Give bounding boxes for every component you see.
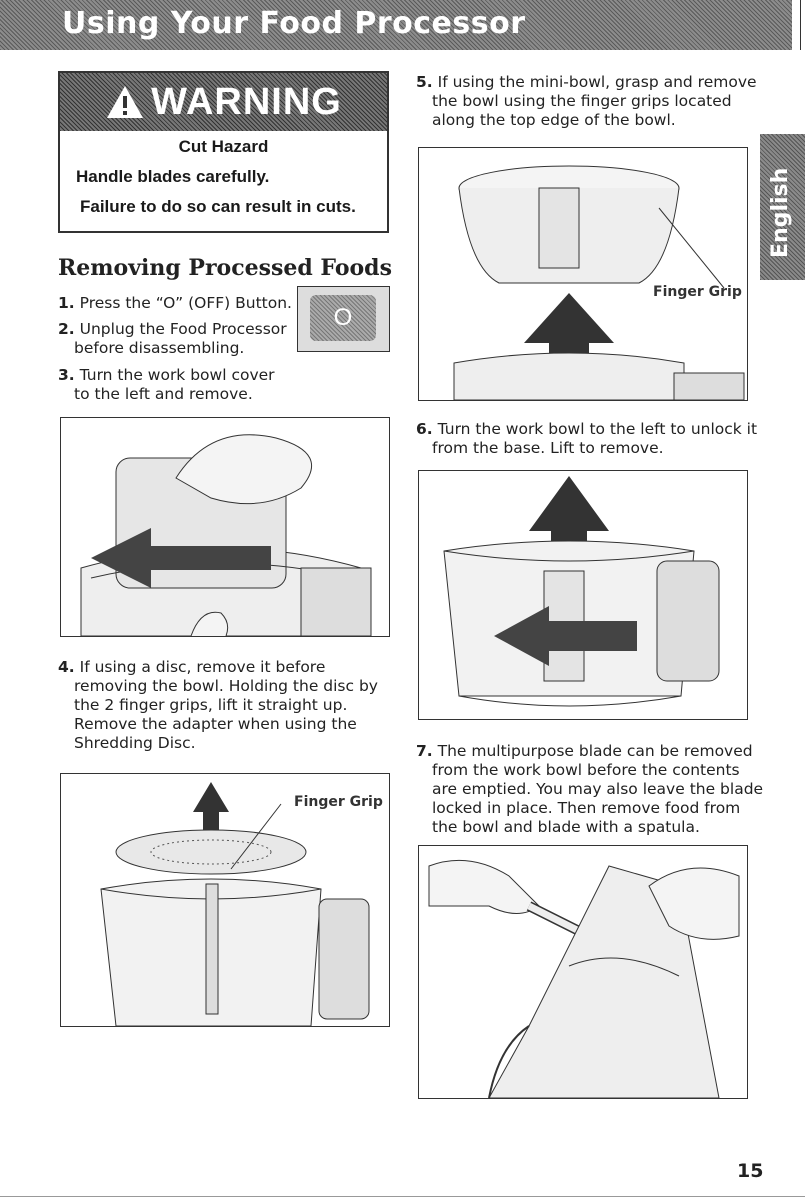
remove-disc-illustration [61,774,389,1026]
step-4 [58,658,378,753]
warning-line-1: Handle blades carefully. [76,167,270,186]
warning-line-2: Failure to do so can result in cuts. [80,197,356,216]
step-6-line-1: Turn the work bowl to the left to unlock it [437,420,758,438]
step-3-line-1: Turn the work bowl cover [79,366,275,384]
step-7-line-5: the bowl and blade with a spatula. [432,818,700,836]
figure-remove-cover [60,417,390,637]
step-4-line-5: Shredding Disc. [74,734,196,752]
step-2-line-1: Unplug the Food Processor [79,320,287,338]
header-divider [800,0,801,50]
warning-box [58,71,389,233]
step-4-number: 4. [58,658,75,676]
footer-divider [0,1196,805,1197]
step-3-number: 3. [58,366,75,384]
spatula-illustration [419,846,747,1098]
remove-cover-illustration [61,418,389,636]
mini-bowl-illustration [419,148,747,400]
step-5 [416,73,757,130]
finger-grip-label-mini-bowl: Finger Grip [653,284,742,300]
step-7 [416,742,763,837]
step-3 [58,366,275,404]
work-bowl-illustration [419,471,747,719]
step-4-line-3: the 2 finger grips, lift it straight up. [74,696,348,714]
figure-remove-disc [60,773,390,1027]
figure-spatula [418,845,748,1099]
step-2-line-2: before disassembling. [74,339,245,357]
page-number: 15 [737,1160,764,1182]
off-button-pad [310,295,376,341]
step-4-line-1: If using a disc, remove it before [79,658,326,676]
step-5-line-2: the bowl using the finger grips located [432,92,732,110]
step-7-number: 7. [416,742,433,760]
step-6-number: 6. [416,420,433,438]
step-5-number: 5. [416,73,433,91]
step-4-line-4: Remove the adapter when using the [74,715,357,733]
page-title: Using Your Food Processor [62,6,526,41]
step-1 [58,294,292,313]
figure-mini-bowl [418,147,748,401]
off-button-illustration [297,286,390,352]
section-heading: Removing Processed Foods [58,255,392,281]
warning-triangle-icon [105,84,145,120]
warning-hazard: Cut Hazard [178,137,269,156]
warning-heading: WARNING [151,80,342,123]
step-2-number: 2. [58,320,75,338]
step-7-line-2: from the work bowl before the contents [432,761,740,779]
off-button-symbol: O [333,304,353,331]
step-6 [416,420,757,458]
step-5-line-1: If using the mini-bowl, grasp and remove [437,73,757,91]
step-7-line-1: The multipurpose blade can be removed [437,742,753,760]
step-1-text: Press the “O” (OFF) Button. [79,294,292,312]
step-6-line-2: from the base. Lift to remove. [432,439,664,457]
language-tab-label: English [768,167,793,258]
warning-body [60,131,387,217]
step-3-line-2: to the left and remove. [74,385,253,403]
warning-header [60,73,387,131]
finger-grip-label-disc: Finger Grip [294,794,383,810]
header-bar [0,0,792,50]
step-7-line-3: are emptied. You may also leave the blade [432,780,764,798]
step-4-line-2: removing the bowl. Holding the disc by [74,677,378,695]
step-7-line-4: locked in place. Then remove food from [432,799,741,817]
figure-work-bowl [418,470,748,720]
language-tab [760,134,805,280]
step-1-number: 1. [58,294,75,312]
step-5-line-3: along the top edge of the bowl. [432,111,676,129]
step-2 [58,320,287,358]
